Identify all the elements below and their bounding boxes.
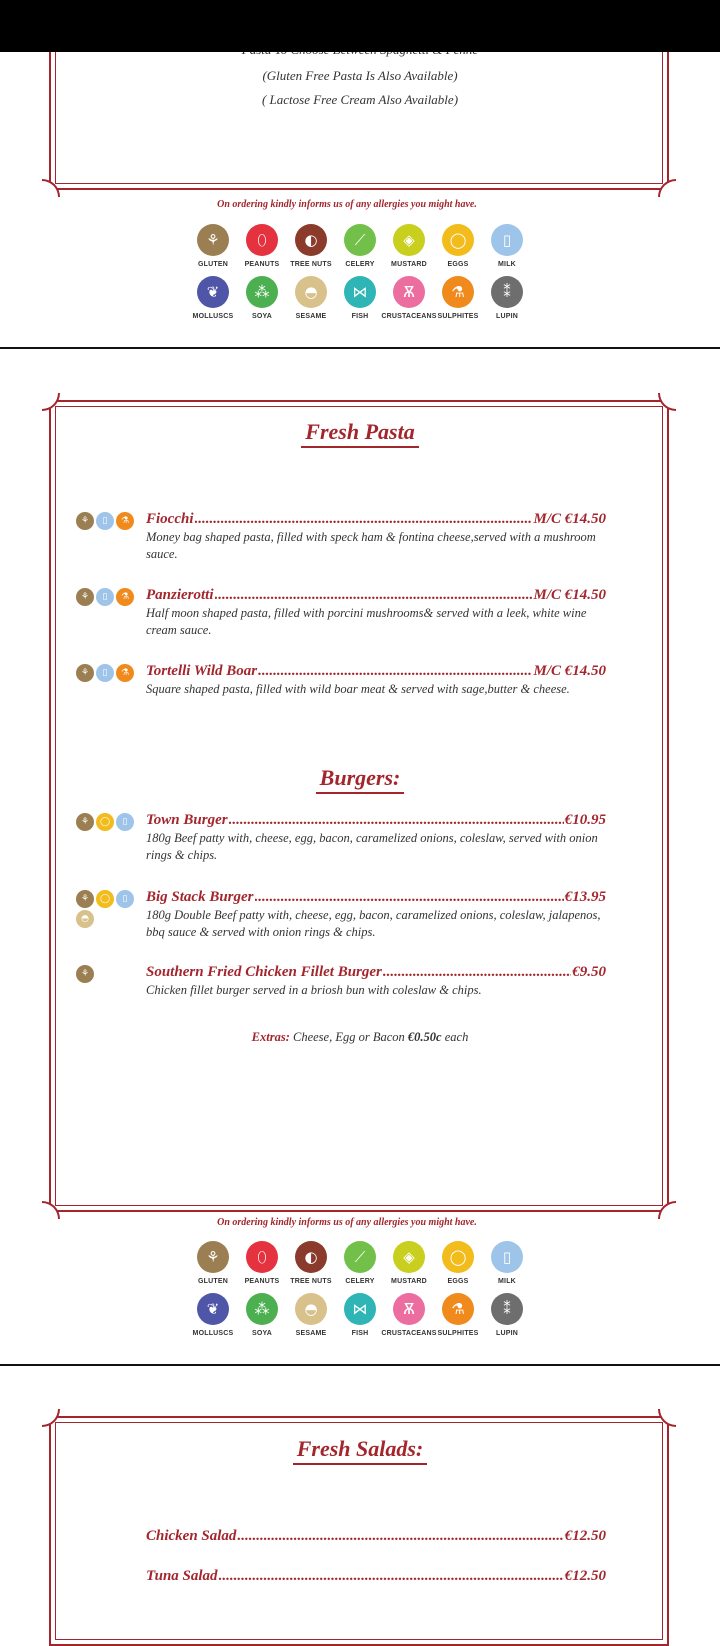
allergen-icons	[76, 965, 140, 983]
item-price: €13.95	[564, 889, 606, 905]
page-divider	[0, 347, 720, 349]
allergen-peanuts	[238, 224, 286, 268]
burger-extras: Extras: Cheese, Egg or Bacon €0.50c each	[251, 1030, 469, 1044]
allergen-label: TREE NUTS	[290, 1278, 332, 1285]
allergen-label: CELERY	[345, 1278, 375, 1285]
allergen-sesame	[287, 1293, 335, 1337]
allergen-label: SULPHITES	[437, 313, 479, 320]
allergen-label: SULPHITES	[437, 1330, 479, 1337]
allergen-crustaceans	[381, 276, 437, 320]
bottle-icon: ⚗	[442, 276, 474, 308]
allergen-crustaceans	[381, 1293, 437, 1337]
item-price: M/C €14.50	[533, 587, 606, 603]
allergen-celery	[336, 1241, 384, 1285]
allergen-gluten	[189, 224, 237, 268]
sesame-icon: ◓	[295, 1293, 327, 1325]
page-divider	[0, 1364, 720, 1366]
menu-item	[146, 812, 606, 864]
section-title-burgers: Burgers:	[0, 765, 720, 794]
allergen-legend-row-2	[189, 276, 531, 320]
menu-item	[146, 663, 606, 698]
allergen-molluscs	[189, 1293, 237, 1337]
item-price: M/C €14.50	[533, 511, 606, 527]
bottle-icon: ⚗	[442, 1293, 474, 1325]
milk-icon: ▯	[116, 813, 134, 831]
menu-item	[146, 587, 606, 639]
menu-item	[146, 1568, 606, 1585]
item-description: Money bag shaped pasta, filled with speck ham & fontina cheese,served with a mushroom sauce.	[146, 530, 596, 561]
menu-item	[146, 964, 606, 999]
milk-icon: ▯	[96, 512, 114, 530]
allergen-sesame	[287, 276, 335, 320]
allergen-label: SOYA	[252, 1330, 272, 1337]
allergen-icons	[76, 890, 140, 928]
item-price: €10.95	[564, 812, 606, 828]
allergen-mustard	[385, 224, 433, 268]
allergen-label: FISH	[351, 313, 369, 320]
item-name: Town Burger	[146, 812, 228, 828]
celery-icon: ⟋	[344, 1241, 376, 1273]
allergy-note: On ordering kindly informs us of any allergies you might have.	[217, 199, 477, 210]
lactose-free-note: ( Lactose Free Cream Also Available)	[261, 92, 459, 107]
mollusc-icon: ❦	[197, 276, 229, 308]
allergen-mustard	[385, 1241, 433, 1285]
allergen-soya	[238, 1293, 286, 1337]
allergen-fish	[336, 1293, 384, 1337]
wheat-icon: ⚘	[76, 512, 94, 530]
allergen-label: MILK	[498, 1278, 516, 1285]
wheat-icon: ⚘	[197, 224, 229, 256]
nut-icon: ◐	[295, 1241, 327, 1273]
section-title-salads: Fresh Salads:	[0, 1436, 720, 1465]
allergen-label: LUPIN	[496, 313, 518, 320]
allergen-soya	[238, 276, 286, 320]
item-description: 180g Beef patty with, cheese, egg, bacon, caramelized onions, coleslaw, served with onion rings & chips.	[146, 831, 598, 862]
allergen-label: GLUTEN	[198, 1278, 228, 1285]
item-name: Chicken Salad	[146, 1528, 237, 1544]
item-price: M/C €14.50	[533, 663, 606, 679]
allergen-eggs	[434, 1241, 482, 1285]
menu-item	[146, 511, 606, 563]
milk-icon: ▯	[491, 224, 523, 256]
allergen-icons	[76, 813, 140, 831]
status-bar	[0, 0, 720, 52]
item-name: Fiocchi	[146, 511, 194, 527]
bottle-icon: ⚗	[116, 512, 134, 530]
sesame-icon: ◓	[76, 910, 94, 928]
section-title-pasta: Fresh Pasta	[0, 419, 720, 448]
allergen-legend-row-1	[189, 224, 531, 268]
item-description: Chicken fillet burger served in a briosh bun with coleslaw & chips.	[146, 983, 482, 997]
allergen-molluscs	[189, 276, 237, 320]
fish-icon: ⋈	[344, 1293, 376, 1325]
allergen-tree-nuts	[287, 1241, 335, 1285]
bottle-icon: ⚗	[116, 664, 134, 682]
allergen-label: CRUSTACEANS	[381, 1330, 437, 1337]
milk-icon: ▯	[96, 664, 114, 682]
allergen-celery	[336, 224, 384, 268]
allergen-label: GLUTEN	[198, 261, 228, 268]
nut-icon: ◐	[295, 224, 327, 256]
egg-icon: ◯	[442, 224, 474, 256]
item-name: Panzierotti	[146, 587, 214, 603]
allergen-label: PEANUTS	[244, 261, 280, 268]
bottle-icon: ⚗	[116, 588, 134, 606]
allergen-icons	[76, 664, 140, 682]
item-price: €12.50	[564, 1568, 606, 1584]
allergen-label: SESAME	[295, 1330, 327, 1337]
allergen-label: MILK	[498, 261, 516, 268]
menu-item	[146, 1528, 606, 1545]
allergen-label: MUSTARD	[391, 261, 427, 268]
allergen-tree-nuts	[287, 224, 335, 268]
milk-icon: ▯	[96, 588, 114, 606]
allergen-label: CELERY	[345, 261, 375, 268]
item-name: Southern Fried Chicken Fillet Burger	[146, 964, 382, 980]
allergen-label: MOLLUSCS	[192, 313, 234, 320]
item-description: Half moon shaped pasta, filled with porcini mushrooms& served with a leek, white wine cream sauce.	[146, 606, 587, 637]
peanut-icon: ⬯	[246, 1241, 278, 1273]
allergen-lupin	[483, 276, 531, 320]
allergen-milk	[483, 1241, 531, 1285]
allergen-label: EGGS	[447, 1278, 469, 1285]
allergen-fish	[336, 276, 384, 320]
item-description: 180g Double Beef patty with, cheese, egg, bacon, caramelized onions, coleslaw, jalapenos, bbq sauce & served with onion rings & chips.	[146, 908, 601, 939]
allergen-lupin	[483, 1293, 531, 1337]
allergen-label: EGGS	[447, 261, 469, 268]
wheat-icon: ⚘	[76, 965, 94, 983]
allergy-note: On ordering kindly informs us of any allergies you might have.	[217, 1217, 477, 1228]
sesame-icon: ◓	[295, 276, 327, 308]
allergen-icons	[76, 512, 140, 530]
allergen-peanuts	[238, 1241, 286, 1285]
celery-icon: ⟋	[344, 224, 376, 256]
mustard-icon: ◈	[393, 224, 425, 256]
milk-icon: ▯	[116, 890, 134, 908]
crab-icon: Ѫ	[393, 1293, 425, 1325]
item-name: Big Stack Burger	[146, 889, 254, 905]
wheat-icon: ⚘	[76, 664, 94, 682]
egg-icon: ◯	[96, 813, 114, 831]
wheat-icon: ⚘	[76, 813, 94, 831]
allergen-label: LUPIN	[496, 1330, 518, 1337]
allergen-gluten	[189, 1241, 237, 1285]
allergen-label: TREE NUTS	[290, 261, 332, 268]
item-price: €12.50	[564, 1528, 606, 1544]
soya-icon: ⁂	[246, 1293, 278, 1325]
item-name: Tortelli Wild Boar	[146, 663, 258, 679]
lupin-icon: ⁑	[491, 276, 523, 308]
crab-icon: Ѫ	[393, 276, 425, 308]
peanut-icon: ⬯	[246, 224, 278, 256]
wheat-icon: ⚘	[76, 890, 94, 908]
allergen-label: PEANUTS	[244, 1278, 280, 1285]
soya-icon: ⁂	[246, 276, 278, 308]
milk-icon: ▯	[491, 1241, 523, 1273]
allergen-sulphites	[434, 276, 482, 320]
allergen-legend-row-1	[189, 1241, 531, 1285]
egg-icon: ◯	[96, 890, 114, 908]
allergen-label: MUSTARD	[391, 1278, 427, 1285]
allergen-label: SOYA	[252, 313, 272, 320]
allergen-milk	[483, 224, 531, 268]
lupin-icon: ⁑	[491, 1293, 523, 1325]
allergen-eggs	[434, 224, 482, 268]
mollusc-icon: ❦	[197, 1293, 229, 1325]
item-description: Square shaped pasta, filled with wild boar meat & served with sage,butter & cheese.	[146, 682, 570, 696]
wheat-icon: ⚘	[76, 588, 94, 606]
mustard-icon: ◈	[393, 1241, 425, 1273]
wheat-icon: ⚘	[197, 1241, 229, 1273]
allergen-legend-row-2	[189, 1293, 531, 1337]
fish-icon: ⋈	[344, 276, 376, 308]
allergen-label: MOLLUSCS	[192, 1330, 234, 1337]
egg-icon: ◯	[442, 1241, 474, 1273]
allergen-sulphites	[434, 1293, 482, 1337]
gluten-free-note: (Gluten Free Pasta Is Also Available)	[262, 68, 458, 83]
item-price: €9.50	[572, 964, 606, 980]
menu-item	[146, 889, 606, 941]
allergen-label: CRUSTACEANS	[381, 313, 437, 320]
allergen-label: SESAME	[295, 313, 327, 320]
allergen-icons	[76, 588, 140, 606]
allergen-label: FISH	[351, 1330, 369, 1337]
item-name: Tuna Salad	[146, 1568, 218, 1584]
